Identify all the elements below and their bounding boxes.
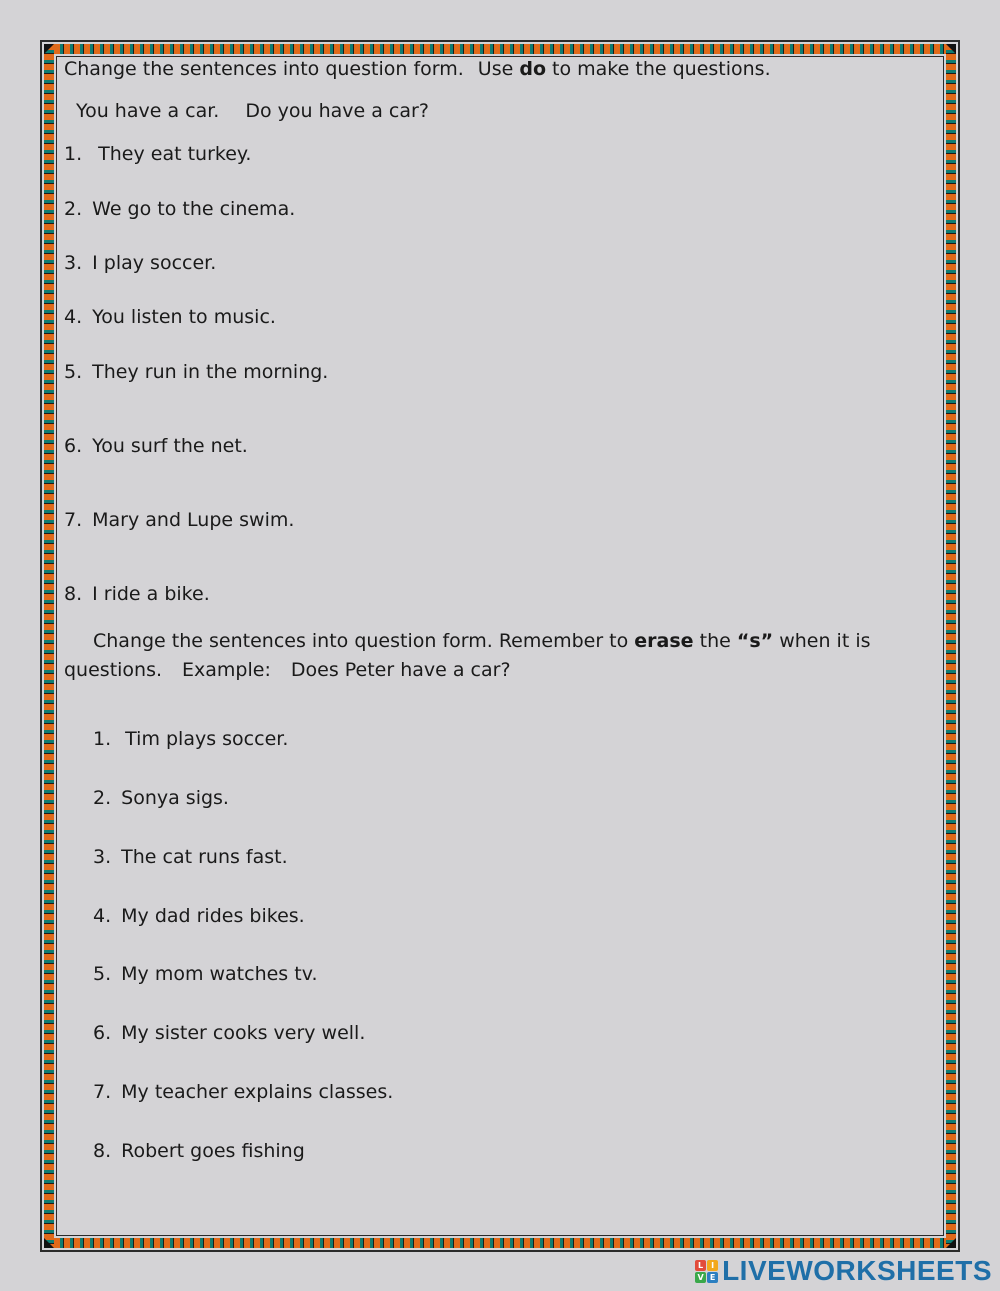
instruction-keyword: erase	[634, 630, 694, 652]
corner-ornament	[946, 44, 956, 54]
item-text: My sister cooks very well.	[121, 1022, 366, 1044]
item-number: 4.	[93, 905, 112, 927]
list-item	[64, 434, 248, 458]
section1-instruction	[64, 57, 771, 81]
logo-badge-letter: L	[695, 1260, 706, 1271]
list-item	[64, 582, 210, 606]
instruction-text: Use	[477, 58, 514, 80]
item-text: Sonya sigs.	[121, 787, 229, 809]
instruction-text: when it is	[779, 630, 871, 652]
logo-text: LIVEWORKSHEETS	[722, 1255, 992, 1286]
example-label: Example:	[182, 659, 271, 681]
list-item	[93, 1021, 365, 1045]
item-text: I ride a bike.	[92, 583, 210, 605]
section2-instruction	[93, 629, 871, 653]
list-item	[64, 142, 251, 166]
corner-ornament	[946, 1238, 956, 1248]
decorative-border-left	[44, 44, 54, 1248]
instruction-text: the	[699, 630, 731, 652]
item-text: We go to the cinema.	[92, 198, 296, 220]
item-text: The cat runs fast.	[121, 846, 288, 868]
item-number: 8.	[93, 1140, 112, 1162]
list-item	[64, 305, 276, 329]
item-number: 3.	[64, 252, 83, 274]
list-item	[93, 1080, 393, 1104]
logo-badge-letter: I	[707, 1260, 718, 1271]
logo-badge-letter: E	[707, 1272, 718, 1283]
item-text: My mom watches tv.	[121, 963, 318, 985]
item-number: 7.	[64, 509, 83, 531]
example-question: Do you have a car?	[245, 100, 429, 122]
instruction-text: Change the sentences into question form. Remember to	[93, 630, 629, 652]
item-number: 6.	[93, 1022, 112, 1044]
item-text: You listen to music.	[92, 306, 276, 328]
logo-badge-letter: V	[695, 1272, 706, 1283]
item-text: I play soccer.	[92, 252, 217, 274]
liveworksheets-logo[interactable]	[695, 1255, 992, 1287]
decorative-border-bottom	[44, 1238, 956, 1248]
section2-example	[64, 658, 511, 682]
item-number: 3.	[93, 846, 112, 868]
instruction-text: to make the questions.	[552, 58, 771, 80]
list-item	[64, 251, 216, 275]
item-number: 2.	[93, 787, 112, 809]
item-text: Robert goes fishing	[121, 1140, 305, 1162]
list-item	[93, 727, 288, 751]
list-item	[64, 360, 328, 384]
item-text: Mary and Lupe swim.	[92, 509, 295, 531]
instruction-keyword: do	[519, 58, 546, 80]
item-number: 5.	[93, 963, 112, 985]
item-number: 1.	[64, 143, 83, 165]
instruction-keyword: “s”	[736, 630, 774, 652]
instruction-text: Change the sentences into question form.	[64, 58, 464, 80]
instruction-text: questions.	[64, 659, 163, 681]
example-question: Does Peter have a car?	[290, 659, 511, 681]
item-text: Tim plays soccer.	[125, 728, 289, 750]
item-text: You surf the net.	[92, 435, 248, 457]
item-text: They run in the morning.	[92, 361, 329, 383]
example-statement: You have a car.	[76, 100, 220, 122]
item-number: 4.	[64, 306, 83, 328]
logo-badge-icon	[695, 1260, 718, 1283]
list-item	[93, 786, 229, 810]
item-number: 2.	[64, 198, 83, 220]
item-number: 5.	[64, 361, 83, 383]
list-item	[93, 904, 305, 928]
list-item	[93, 845, 288, 869]
list-item	[93, 962, 318, 986]
decorative-border-top	[44, 44, 956, 54]
item-number: 1.	[93, 728, 112, 750]
item-number: 7.	[93, 1081, 112, 1103]
list-item	[64, 508, 294, 532]
item-text: My teacher explains classes.	[121, 1081, 394, 1103]
item-text: They eat turkey.	[98, 143, 252, 165]
list-item	[93, 1139, 305, 1163]
list-item	[64, 197, 295, 221]
item-number: 8.	[64, 583, 83, 605]
item-text: My dad rides bikes.	[121, 905, 305, 927]
corner-ornament	[44, 1238, 54, 1248]
corner-ornament	[44, 44, 54, 54]
section1-example	[76, 99, 429, 123]
item-number: 6.	[64, 435, 83, 457]
decorative-border-right	[946, 44, 956, 1248]
